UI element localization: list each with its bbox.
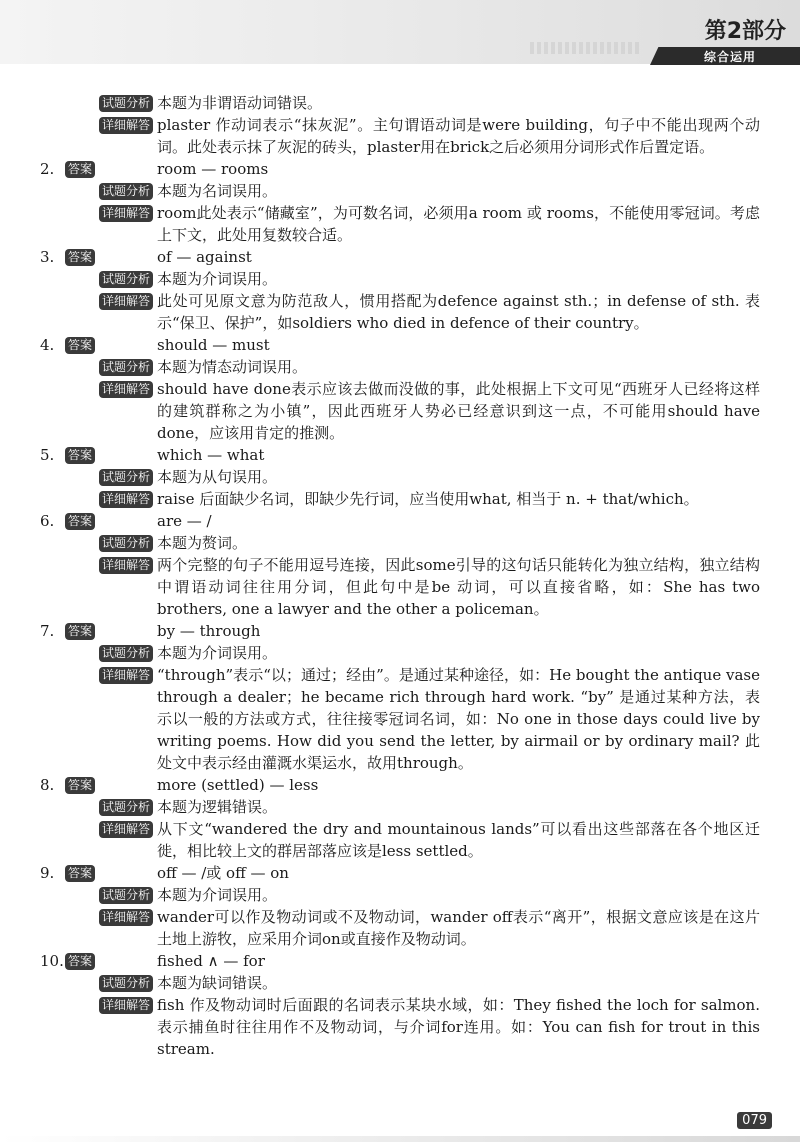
analysis-row <box>40 642 760 664</box>
detail-tag: 详细解答 <box>99 997 153 1014</box>
analysis-row <box>40 972 760 994</box>
answer-content <box>40 92 760 1060</box>
detail-text: 从下文“wandered the dry and mountainous lands”可以看出这些部落在各个地区迁徙，相比较上文的群居部落应该是less settled。 <box>157 820 760 860</box>
question-number: 10. <box>40 952 64 970</box>
answer-text: by — through <box>157 622 261 640</box>
answer-row <box>40 950 760 972</box>
analysis-text: 本题为缺词错误。 <box>157 974 278 992</box>
header-decoration <box>530 42 640 54</box>
detail-row <box>40 906 760 950</box>
answer-text: fished ∧ — for <box>157 952 265 970</box>
analysis-text: 本题为介词误用。 <box>157 644 278 662</box>
answer-tag: 答案 <box>65 513 95 530</box>
answer-tag: 答案 <box>65 337 95 354</box>
answer-row <box>40 862 760 884</box>
analysis-text: 本题为名词误用。 <box>157 182 278 200</box>
analysis-row <box>40 268 760 290</box>
question-number: 3. <box>40 248 55 266</box>
detail-tag: 详细解答 <box>99 293 153 310</box>
detail-tag: 详细解答 <box>99 909 153 926</box>
analysis-text: 本题为情态动词误用。 <box>157 358 308 376</box>
answer-row <box>40 246 760 268</box>
analysis-tag: 试题分析 <box>99 359 153 376</box>
analysis-tag: 试题分析 <box>99 975 153 992</box>
analysis-row <box>40 92 760 114</box>
detail-tag: 详细解答 <box>99 117 153 134</box>
answer-text: are — / <box>157 512 212 530</box>
analysis-tag: 试题分析 <box>99 645 153 662</box>
page-number: 079 <box>737 1112 772 1129</box>
analysis-tag: 试题分析 <box>99 799 153 816</box>
detail-row <box>40 290 760 334</box>
detail-tag: 详细解答 <box>99 381 153 398</box>
question-number: 7. <box>40 622 55 640</box>
detail-text: fish 作及物动词时后面跟的名词表示某块水域，如：They fished the loch for salmon. 表示捕鱼时往往用作不及物动词，与介词for连用。如：You can fish for trout in this stream. <box>157 996 760 1058</box>
detail-row <box>40 114 760 158</box>
detail-text: room此处表示“储藏室”，为可数名词，必须用a room 或 rooms，不能使用零冠词。考虑上下文，此处用复数较合适。 <box>157 204 760 244</box>
answer-tag: 答案 <box>65 865 95 882</box>
answer-row <box>40 510 760 532</box>
answer-text: which — what <box>157 446 265 464</box>
detail-text: 两个完整的句子不能用逗号连接，因此some引导的这句话只能转化为独立结构，独立结构中谓语动词往往用分词，但此句中是be 动词，可以直接省略，如：She has two brothers, one a lawyer and the other a policeman。 <box>157 556 760 618</box>
answer-tag: 答案 <box>65 447 95 464</box>
answer-row <box>40 444 760 466</box>
analysis-tag: 试题分析 <box>99 469 153 486</box>
detail-tag: 详细解答 <box>99 667 153 684</box>
detail-row <box>40 818 760 862</box>
question-number: 8. <box>40 776 55 794</box>
footer-band <box>0 1136 800 1142</box>
detail-text: “through”表示“以；通过；经由”。是通过某种途径，如：He bought the antique vase through a dealer；he became rich through hard work. “by” 是通过某种方法，表示以一般的方法或方式，往往接零冠词名词，如：No one in those days could live by writing poems. How did you send the letter, by airmail or by ordinary mail? 此处文中表示经由灌溉水渠运水，故用through。 <box>157 666 760 772</box>
detail-row <box>40 554 760 620</box>
analysis-row <box>40 884 760 906</box>
answer-tag: 答案 <box>65 623 95 640</box>
answer-text: room — rooms <box>157 160 269 178</box>
answer-row <box>40 774 760 796</box>
detail-tag: 详细解答 <box>99 205 153 222</box>
question-number: 5. <box>40 446 55 464</box>
detail-row <box>40 202 760 246</box>
answer-tag: 答案 <box>65 777 95 794</box>
answer-tag: 答案 <box>65 161 95 178</box>
answer-tag: 答案 <box>65 953 95 970</box>
detail-row <box>40 994 760 1060</box>
answer-row <box>40 158 760 180</box>
question-number: 9. <box>40 864 55 882</box>
answer-row <box>40 620 760 642</box>
analysis-tag: 试题分析 <box>99 535 153 552</box>
analysis-tag: 试题分析 <box>99 887 153 904</box>
analysis-tag: 试题分析 <box>99 95 153 112</box>
analysis-row <box>40 356 760 378</box>
detail-text: should have done表示应该去做而没做的事，此处根据上下文可见“西班牙人已经将这样的建筑群称之为小镇”，因此西班牙人势必已经意识到这一点，不可能用should have done，应该用肯定的推测。 <box>157 380 760 442</box>
detail-text: wander可以作及物动词或不及物动词，wander off表示“离开”，根据文意应该是在这片土地上游牧，应采用介词on或直接作及物动词。 <box>157 908 760 948</box>
answer-text: more (settled) — less <box>157 776 319 794</box>
analysis-text: 本题为介词误用。 <box>157 886 278 904</box>
analysis-text: 本题为从句误用。 <box>157 468 278 486</box>
answer-tag: 答案 <box>65 249 95 266</box>
question-number: 4. <box>40 336 55 354</box>
detail-row <box>40 488 760 510</box>
question-number: 2. <box>40 160 55 178</box>
analysis-row <box>40 466 760 488</box>
detail-row <box>40 664 760 774</box>
section-subtitle: 综合运用 <box>703 50 756 64</box>
analysis-tag: 试题分析 <box>99 183 153 200</box>
analysis-text: 本题为介词误用。 <box>157 270 278 288</box>
analysis-text: 本题为逻辑错误。 <box>157 798 278 816</box>
answer-text: should — must <box>157 336 270 354</box>
detail-tag: 详细解答 <box>99 557 153 574</box>
analysis-row <box>40 796 760 818</box>
answer-text: off — /或 off — on <box>157 864 289 882</box>
analysis-text: 本题为非谓语动词错误。 <box>157 94 323 112</box>
analysis-tag: 试题分析 <box>99 271 153 288</box>
detail-row <box>40 378 760 444</box>
section-title: 第2部分 <box>704 19 786 44</box>
detail-text: 此处可见原文意为防范敌人，惯用搭配为defence against sth.；in defense of sth. 表示“保卫、保护”，如soldiers who died in defence of their country。 <box>157 292 760 332</box>
detail-tag: 详细解答 <box>99 821 153 838</box>
answer-text: of — against <box>157 248 252 266</box>
detail-text: raise 后面缺少名词，即缺少先行词，应当使用what, 相当于 n. + that/which。 <box>157 490 699 508</box>
analysis-row <box>40 180 760 202</box>
analysis-row <box>40 532 760 554</box>
analysis-text: 本题为赘词。 <box>157 534 248 552</box>
question-number: 6. <box>40 512 55 530</box>
detail-tag: 详细解答 <box>99 491 153 508</box>
detail-text: plaster 作动词表示“抹灰泥”。主句谓语动词是were building，句子中不能出现两个动词。此处表示抹了灰泥的砖头，plaster用在brick之后必须用分词形式作后置定语。 <box>157 116 760 156</box>
answer-row <box>40 334 760 356</box>
